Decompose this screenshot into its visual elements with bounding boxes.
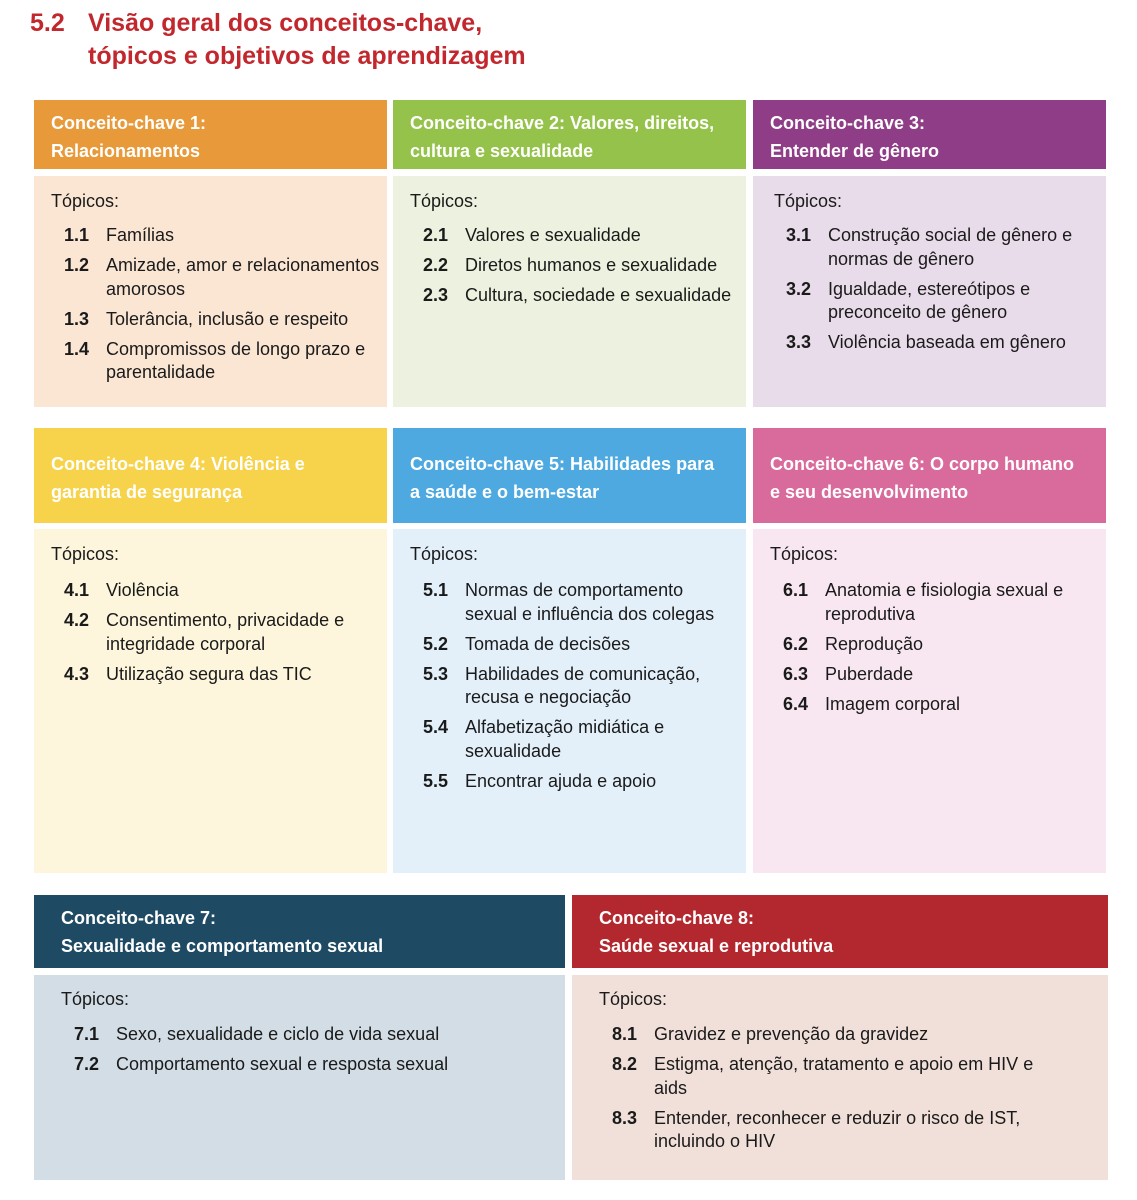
concept-header-line-2: garantia de segurança xyxy=(51,482,243,502)
topic-item xyxy=(423,579,738,626)
topic-list xyxy=(783,579,1098,723)
topic-text: Anatomia e fisiologia sexual e reprodutiva xyxy=(825,580,1064,624)
concept-card-4 xyxy=(34,428,387,873)
concept-header-line-1: Conceito-chave 8: xyxy=(599,908,755,928)
concept-header xyxy=(34,895,565,968)
concept-header xyxy=(34,428,387,523)
topic-list xyxy=(612,1023,1052,1160)
topics-label: Tópicos: xyxy=(774,191,843,211)
topic-list xyxy=(423,224,738,314)
topic-item xyxy=(74,1053,554,1077)
topic-item xyxy=(423,284,738,308)
section-title-line-2: tópicos e objetivos de aprendizagem xyxy=(88,42,526,70)
concept-body xyxy=(753,176,1106,407)
topic-number: 1.2 xyxy=(64,255,90,275)
topic-text: Tomada de decisões xyxy=(465,633,631,654)
topic-item xyxy=(786,331,1091,355)
topic-item xyxy=(783,693,1098,717)
topic-text: Puberdade xyxy=(825,663,914,684)
topic-number: 3.3 xyxy=(786,332,812,352)
topic-item xyxy=(423,254,738,278)
topic-list xyxy=(786,224,1091,361)
topic-number: 7.2 xyxy=(74,1054,100,1074)
concept-card-1 xyxy=(34,100,387,407)
topics-label: Tópicos: xyxy=(51,191,120,211)
topic-item xyxy=(64,254,384,301)
concept-header-line-2: Relacionamentos xyxy=(51,141,201,161)
topic-text: Reprodução xyxy=(825,633,924,654)
concept-card-5 xyxy=(393,428,746,873)
topic-text: Famílias xyxy=(106,225,175,245)
topic-number: 3.1 xyxy=(786,225,812,245)
topic-number: 5.3 xyxy=(423,663,449,684)
topic-number: 6.1 xyxy=(783,580,809,600)
topic-number: 1.1 xyxy=(64,225,90,245)
topic-text: Amizade, amor e relacionamentos amorosos xyxy=(106,255,380,299)
concept-body xyxy=(34,975,565,1180)
topic-number: 4.3 xyxy=(64,663,90,684)
topic-item xyxy=(612,1053,1052,1100)
topic-text: Comportamento sexual e resposta sexual xyxy=(116,1054,449,1074)
topic-number: 3.2 xyxy=(786,278,812,299)
topic-text: Habilidades de comunicação, recusa e negociação xyxy=(465,663,701,707)
concept-body xyxy=(572,975,1108,1180)
topic-text: Utilização segura das TIC xyxy=(106,663,312,684)
topic-text: Construção social de gênero e normas de gênero xyxy=(828,225,1073,269)
concept-header-line-1: Conceito-chave 4: Violência e xyxy=(51,454,305,474)
topic-item xyxy=(786,278,1091,325)
topic-number: 6.4 xyxy=(783,693,809,714)
concept-body xyxy=(34,176,387,407)
concept-header-line-2: a saúde e o bem-estar xyxy=(410,482,600,502)
topic-text: Imagem corporal xyxy=(825,693,961,714)
topic-item xyxy=(423,716,738,763)
topic-text: Tolerância, inclusão e respeito xyxy=(106,308,349,329)
concept-body xyxy=(34,529,387,873)
concept-body xyxy=(753,529,1106,873)
topic-number: 8.3 xyxy=(612,1107,638,1128)
topic-item xyxy=(423,770,738,794)
topic-item xyxy=(64,338,384,385)
concept-header-line-2: Entender de gênero xyxy=(770,141,940,161)
concept-card-3 xyxy=(753,100,1106,407)
concept-card-6 xyxy=(753,428,1106,873)
topic-item xyxy=(612,1107,1052,1154)
concept-header xyxy=(34,100,387,169)
topic-number: 6.2 xyxy=(783,633,809,654)
concept-header-line-2: e seu desenvolvimento xyxy=(770,482,969,502)
concept-card-8 xyxy=(572,895,1108,1180)
topic-text: Diretos humanos e sexualidade xyxy=(465,255,718,275)
topic-text: Cultura, sociedade e sexualidade xyxy=(465,285,732,305)
topic-item xyxy=(64,224,384,248)
topic-number: 7.1 xyxy=(74,1024,100,1044)
topics-label: Tópicos: xyxy=(410,544,479,564)
topic-text: Compromissos de longo prazo e parentalidade xyxy=(106,338,366,382)
concept-header-line-2: Saúde sexual e reprodutiva xyxy=(599,936,834,956)
topic-text: Violência baseada em gênero xyxy=(828,332,1066,352)
topic-number: 4.1 xyxy=(64,580,90,600)
concept-card-7 xyxy=(34,895,565,1180)
topic-number: 8.2 xyxy=(612,1054,638,1074)
concept-header-line-1: Conceito-chave 7: xyxy=(61,908,217,928)
section-title-line-1: Visão geral dos conceitos-chave, xyxy=(88,9,483,37)
topics-label: Tópicos: xyxy=(61,989,130,1009)
topic-text: Estigma, atenção, tratamento e apoio em HIV e aids xyxy=(654,1054,1034,1098)
topic-item xyxy=(64,609,384,656)
concept-header-line-2: cultura e sexualidade xyxy=(410,141,594,161)
topic-text: Normas de comportamento sexual e influência dos colegas xyxy=(465,580,715,624)
topic-item xyxy=(783,663,1098,687)
concept-body xyxy=(393,176,746,407)
concept-header-line-1: Conceito-chave 6: O corpo humano xyxy=(770,454,1075,474)
concept-header-line-1: Conceito-chave 3: xyxy=(770,113,926,133)
topic-number: 8.1 xyxy=(612,1024,638,1044)
topic-text: Alfabetização midiática e sexualidade xyxy=(465,717,665,761)
topic-number: 1.3 xyxy=(64,308,90,329)
concept-header xyxy=(393,100,746,169)
topics-label: Tópicos: xyxy=(599,989,668,1009)
concept-header-line-1: Conceito-chave 2: Valores, direitos, xyxy=(410,113,715,133)
topic-number: 2.1 xyxy=(423,225,449,245)
section-number: 5.2 xyxy=(30,9,65,37)
topic-number: 2.2 xyxy=(423,255,449,275)
topic-text: Consentimento, privacidade e integridade corporal xyxy=(106,610,345,654)
topic-list xyxy=(64,579,384,693)
concept-header xyxy=(753,428,1106,523)
concept-header xyxy=(753,100,1106,169)
topic-number: 6.3 xyxy=(783,663,809,684)
topics-label: Tópicos: xyxy=(770,544,839,564)
topic-number: 4.2 xyxy=(64,610,90,630)
topic-number: 5.5 xyxy=(423,770,449,791)
topic-number: 5.1 xyxy=(423,580,449,600)
topics-label: Tópicos: xyxy=(410,191,479,211)
topic-item xyxy=(64,308,384,332)
topic-number: 2.3 xyxy=(423,285,449,305)
topic-text: Sexo, sexualidade e ciclo de vida sexual xyxy=(116,1024,440,1044)
topic-text: Violência xyxy=(106,580,179,600)
topic-item xyxy=(612,1023,1052,1047)
topic-list xyxy=(74,1023,554,1083)
topic-text: Encontrar ajuda e apoio xyxy=(465,770,657,791)
concept-card-2 xyxy=(393,100,746,407)
topic-text: Igualdade, estereótipos e preconceito de gênero xyxy=(828,278,1031,322)
topic-item xyxy=(786,224,1091,271)
topic-item xyxy=(64,663,384,687)
concept-body xyxy=(393,529,746,873)
topic-list xyxy=(423,579,738,800)
concept-header xyxy=(572,895,1108,968)
topic-number: 5.4 xyxy=(423,717,449,737)
topics-label: Tópicos: xyxy=(51,544,120,564)
topic-item xyxy=(74,1023,554,1047)
topic-text: Valores e sexualidade xyxy=(465,225,641,245)
topic-number: 5.2 xyxy=(423,633,449,654)
topic-list xyxy=(64,224,384,391)
topic-text: Entender, reconhecer e reduzir o risco de IST, incluindo o HIV xyxy=(654,1107,1021,1151)
topic-number: 1.4 xyxy=(64,338,90,359)
topic-item xyxy=(64,579,384,603)
topic-item xyxy=(423,224,738,248)
concept-header xyxy=(393,428,746,523)
topic-item xyxy=(783,579,1098,626)
concept-header-line-1: Conceito-chave 5: Habilidades para xyxy=(410,454,715,474)
topic-item xyxy=(423,633,738,657)
topic-text: Gravidez e prevenção da gravidez xyxy=(654,1024,929,1044)
concept-header-line-1: Conceito-chave 1: xyxy=(51,113,207,133)
topic-item xyxy=(423,663,738,710)
concept-header-line-2: Sexualidade e comportamento sexual xyxy=(61,936,384,956)
topic-item xyxy=(783,633,1098,657)
